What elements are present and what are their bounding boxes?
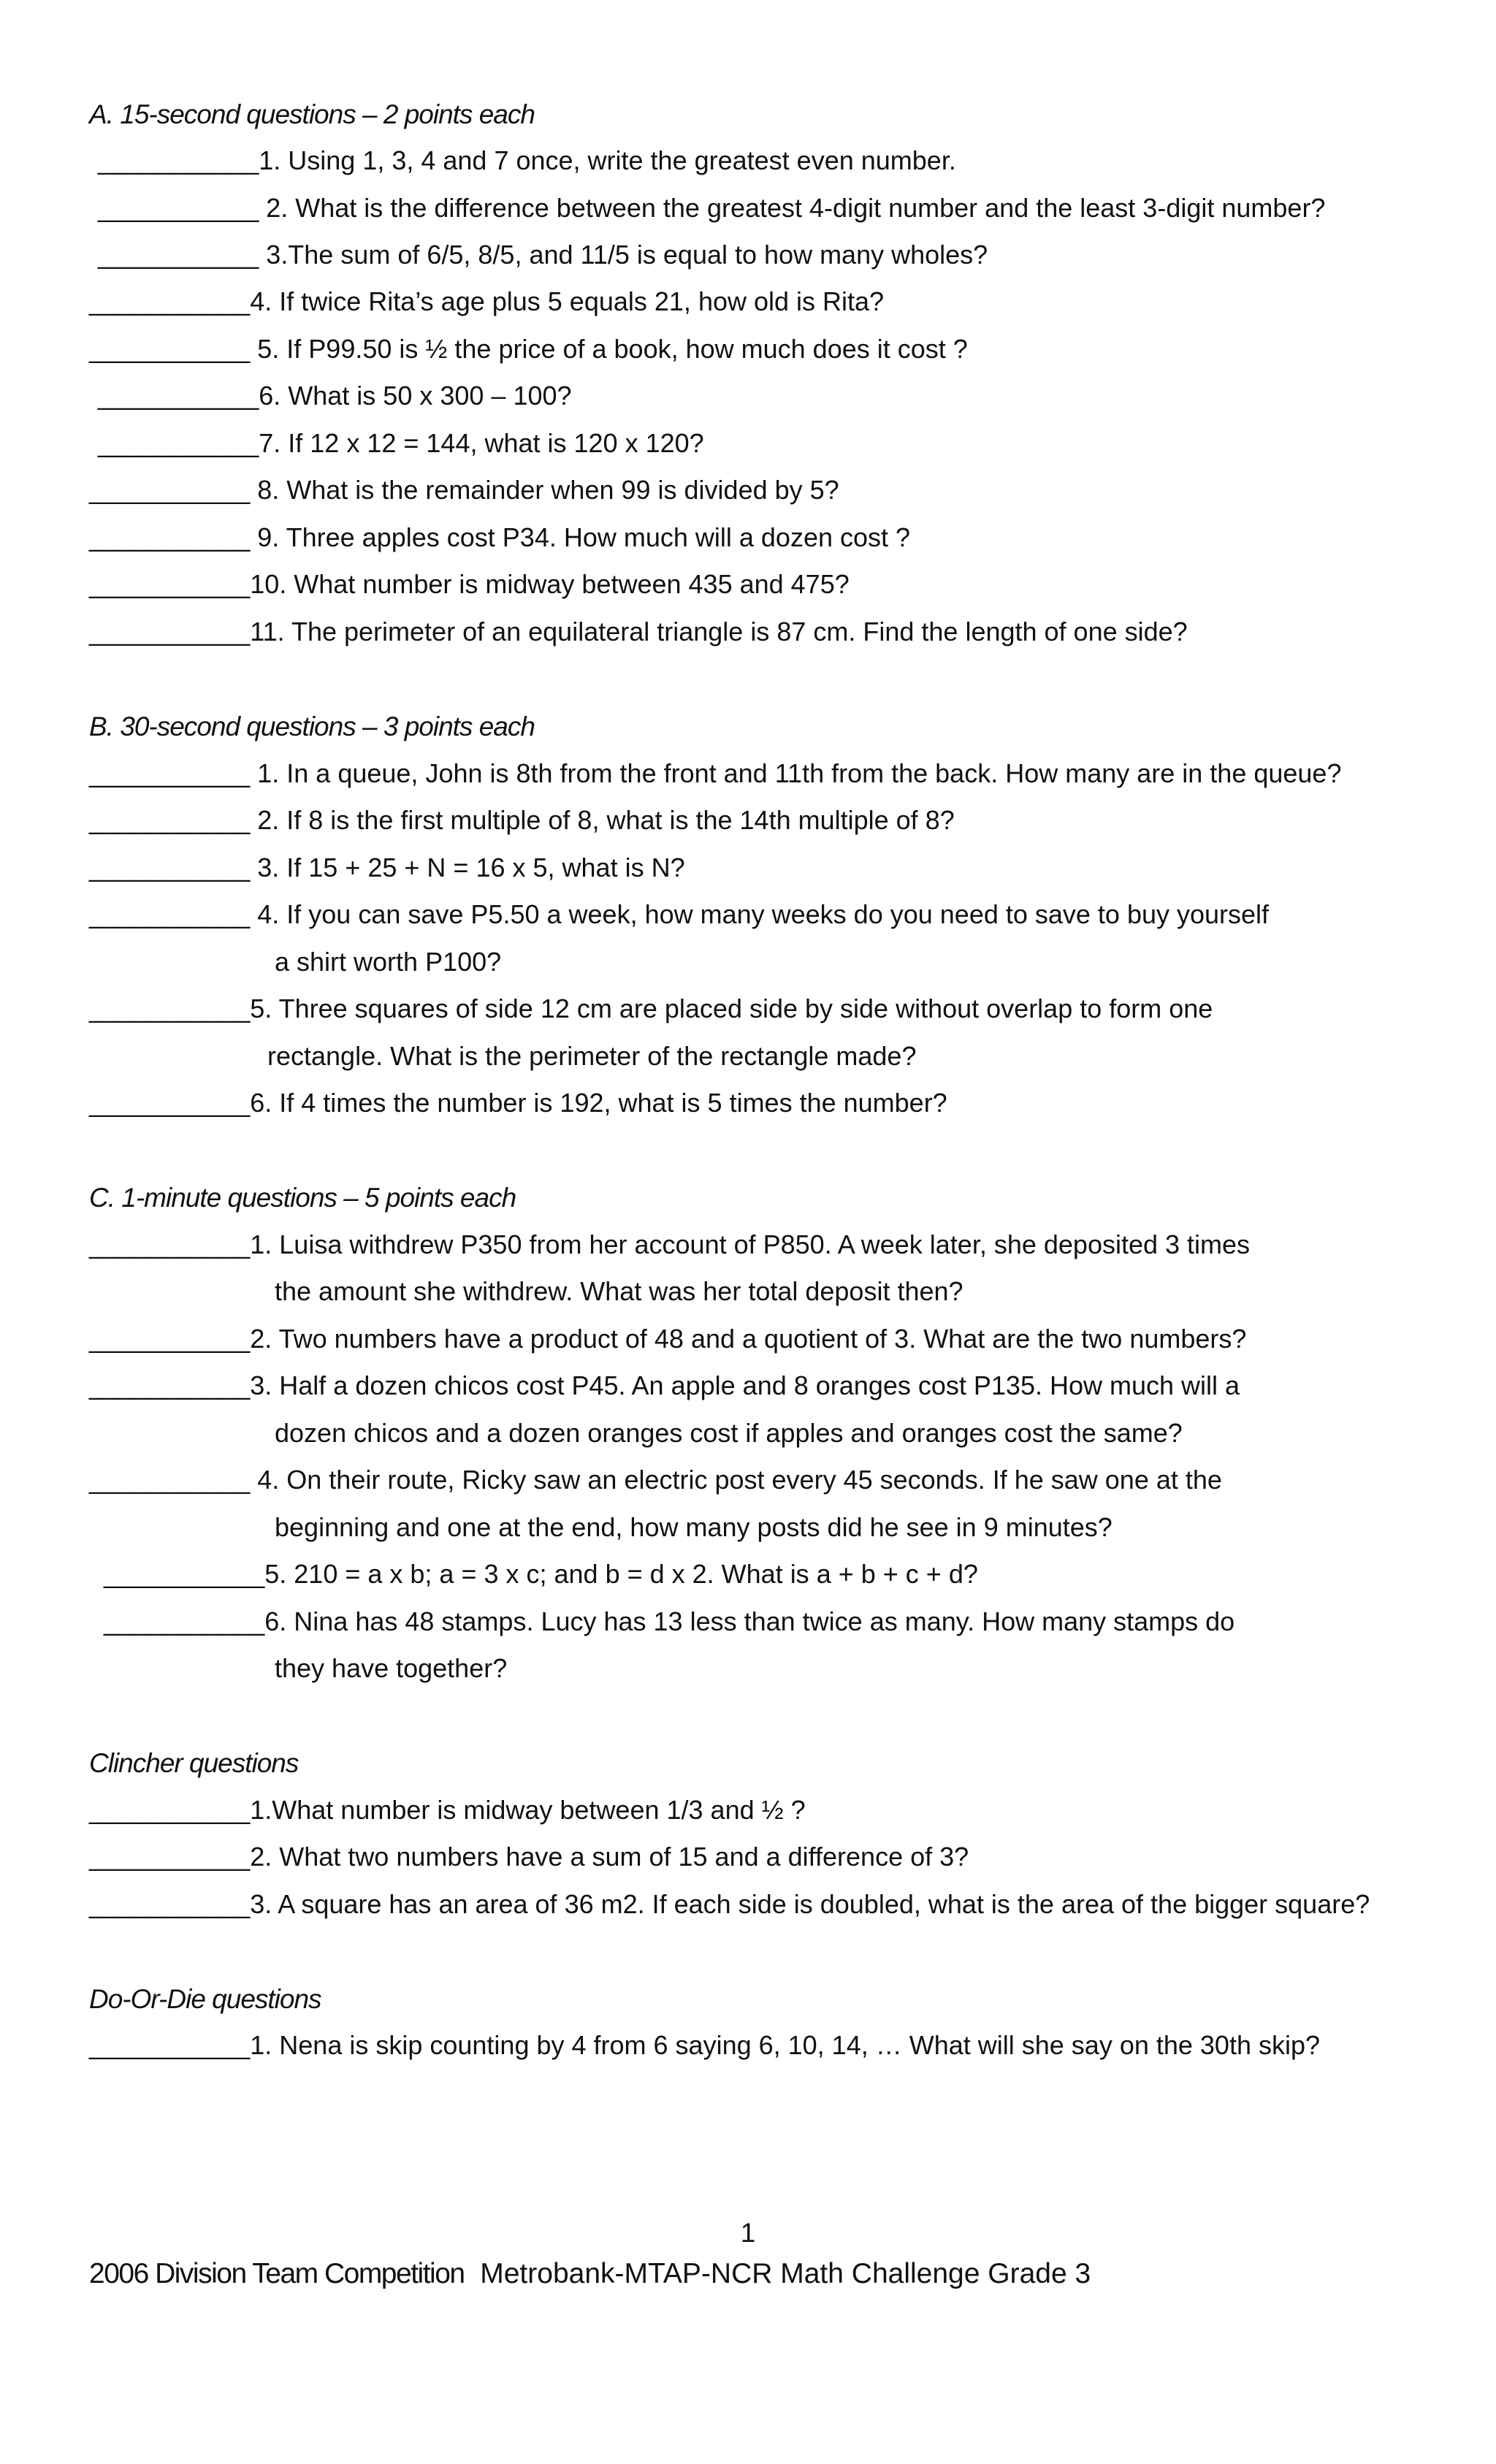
question-text: 2. What is the difference between the greatest 4-digit number and the least 3-digit number? bbox=[259, 193, 1326, 223]
question-a3 bbox=[98, 242, 988, 268]
question-text: 11. The perimeter of an equilateral triangle is 87 cm. Find the length of one side? bbox=[250, 617, 1188, 646]
question-text: 6. Nina has 48 stamps. Lucy has 13 less than twice as many. How many stamps do bbox=[264, 1606, 1235, 1636]
clincher-question-1 bbox=[89, 1797, 806, 1823]
question-a8 bbox=[89, 477, 839, 503]
answer-blank[interactable]: ___________ bbox=[89, 805, 251, 835]
question-text: 3.The sum of 6/5, 8/5, and 11/5 is equal to how many wholes? bbox=[259, 240, 988, 270]
answer-blank[interactable]: ___________ bbox=[89, 522, 251, 552]
answer-blank[interactable]: ___________ bbox=[89, 1842, 251, 1872]
question-c6-continuation: they have together? bbox=[275, 1653, 508, 1683]
section-a-heading: A. 15-second questions – 2 points each bbox=[89, 99, 535, 129]
question-c1-continuation: the amount she withdrew. What was her total deposit then? bbox=[275, 1276, 963, 1306]
question-c1 bbox=[89, 1229, 1251, 1259]
footer-title: Metrobank-MTAP-NCR Math Challenge Grade 3 bbox=[480, 2258, 1091, 2289]
answer-blank[interactable]: ___________ bbox=[104, 1606, 265, 1636]
answer-blank[interactable]: ___________ bbox=[89, 286, 251, 316]
answer-blank[interactable]: ___________ bbox=[104, 1559, 265, 1589]
question-b3 bbox=[89, 855, 685, 881]
question-text: 3. Half a dozen chicos cost P45. An apple and 8 oranges cost P135. How much will a bbox=[250, 1370, 1240, 1400]
answer-blank[interactable]: ___________ bbox=[89, 1795, 251, 1825]
question-a9 bbox=[89, 522, 911, 552]
answer-blank[interactable]: ___________ bbox=[98, 381, 259, 411]
answer-blank[interactable]: ___________ bbox=[89, 993, 251, 1023]
answer-blank[interactable]: ___________ bbox=[89, 1088, 251, 1118]
answer-blank[interactable]: ___________ bbox=[89, 334, 251, 364]
question-text: 3. If 15 + 25 + N = 16 x 5, what is N? bbox=[250, 853, 685, 882]
do-or-die-heading: Do-Or-Die questions bbox=[89, 1984, 321, 2014]
question-text: 8. What is the remainder when 99 is divided by 5? bbox=[250, 475, 839, 505]
answer-blank[interactable]: ___________ bbox=[89, 1465, 251, 1495]
question-b2 bbox=[89, 807, 955, 834]
footer-competition: 2006 Division Team Competition bbox=[89, 2258, 465, 2289]
question-b5 bbox=[89, 993, 1213, 1023]
question-text: 5. 210 = a x b; a = 3 x c; and b = d x 2. What is a + b + c + d? bbox=[264, 1559, 978, 1589]
question-a11 bbox=[89, 619, 1188, 645]
question-text: 7. If 12 x 12 = 144, what is 120 x 120? bbox=[259, 428, 704, 458]
answer-blank[interactable]: ___________ bbox=[89, 758, 251, 788]
answer-blank[interactable]: ___________ bbox=[98, 145, 259, 175]
question-a2 bbox=[98, 195, 1325, 221]
answer-blank[interactable]: ___________ bbox=[89, 1889, 251, 1919]
question-text: 3. A square has an area of 36 m2. If each side is doubled, what is the area of the bigger square? bbox=[250, 1889, 1370, 1919]
answer-blank[interactable]: ___________ bbox=[89, 1324, 251, 1354]
question-b4 bbox=[89, 901, 1269, 928]
answer-blank[interactable]: ___________ bbox=[89, 1229, 251, 1259]
question-b4-continuation: a shirt worth P100? bbox=[275, 947, 502, 977]
question-text: 5. Three squares of side 12 cm are placed side by side without overlap to form one bbox=[250, 993, 1213, 1023]
question-a10 bbox=[89, 571, 850, 598]
question-text: 2. Two numbers have a product of 48 and a quotient of 3. What are the two numbers? bbox=[250, 1324, 1247, 1354]
answer-blank[interactable]: ___________ bbox=[98, 193, 259, 223]
question-text: 1. In a queue, John is 8th from the front and 11th from the back. How many are in the queue? bbox=[250, 758, 1342, 788]
question-text: 1. Using 1, 3, 4 and 7 once, write the greatest even number. bbox=[259, 145, 956, 175]
question-b5-continuation: rectangle. What is the perimeter of the rectangle made? bbox=[267, 1041, 917, 1071]
question-text: 4. If twice Rita’s age plus 5 equals 21, how old is Rita? bbox=[250, 286, 885, 316]
answer-blank[interactable]: ___________ bbox=[89, 569, 251, 599]
clincher-question-2 bbox=[89, 1844, 969, 1870]
question-c2 bbox=[89, 1326, 1246, 1352]
question-c5 bbox=[104, 1561, 978, 1587]
page-number: 1 bbox=[740, 2218, 756, 2248]
question-b1 bbox=[89, 760, 1341, 787]
question-c4-continuation: beginning and one at the end, how many posts did he see in 9 minutes? bbox=[275, 1512, 1113, 1542]
clincher-question-3 bbox=[89, 1891, 1370, 1918]
question-a6 bbox=[98, 383, 572, 409]
question-c6 bbox=[104, 1606, 1235, 1636]
question-text: 1. Nena is skip counting by 4 from 6 saying 6, 10, 14, … What will she say on the 30th skip? bbox=[250, 2030, 1321, 2060]
clincher-heading: Clincher questions bbox=[89, 1748, 299, 1778]
question-text: 9. Three apples cost P34. How much will a dozen cost ? bbox=[250, 522, 911, 552]
question-c3 bbox=[89, 1370, 1240, 1400]
question-a7 bbox=[98, 430, 704, 457]
question-text: 6. If 4 times the number is 192, what is 5 times the number? bbox=[250, 1088, 947, 1118]
question-text: 10. What number is midway between 435 and 475? bbox=[250, 569, 850, 599]
question-text: 2. What two numbers have a sum of 15 and a difference of 3? bbox=[250, 1842, 969, 1872]
answer-blank[interactable]: ___________ bbox=[89, 899, 251, 929]
question-text: 1. Luisa withdrew P350 from her account of P850. A week later, she deposited 3 times bbox=[250, 1229, 1251, 1259]
question-a5 bbox=[89, 336, 968, 362]
answer-blank[interactable]: ___________ bbox=[89, 617, 251, 646]
question-c4 bbox=[89, 1467, 1222, 1493]
answer-blank[interactable]: ___________ bbox=[89, 2030, 251, 2060]
question-text: 2. If 8 is the first multiple of 8, what is the 14th multiple of 8? bbox=[250, 805, 955, 835]
footer bbox=[89, 2259, 1091, 2288]
do-or-die-question-1 bbox=[89, 2032, 1320, 2059]
question-c3-continuation: dozen chicos and a dozen oranges cost if apples and oranges cost the same? bbox=[275, 1418, 1183, 1448]
answer-blank[interactable]: ___________ bbox=[98, 240, 259, 270]
section-b-heading: B. 30-second questions – 3 points each bbox=[89, 712, 535, 741]
question-a4 bbox=[89, 286, 885, 316]
question-b6 bbox=[89, 1090, 947, 1116]
answer-blank[interactable]: ___________ bbox=[89, 475, 251, 505]
question-text: 4. If you can save P5.50 a week, how many weeks do you need to save to buy yourself bbox=[250, 899, 1270, 929]
answer-blank[interactable]: ___________ bbox=[98, 428, 259, 458]
question-text: 5. If P99.50 is ½ the price of a book, how much does it cost ? bbox=[250, 334, 968, 364]
question-a1 bbox=[98, 145, 956, 175]
question-text: 4. On their route, Ricky saw an electric post every 45 seconds. If he saw one at the bbox=[250, 1465, 1222, 1495]
question-text: 1.What number is midway between 1/3 and ½ ? bbox=[250, 1795, 806, 1825]
question-text: 6. What is 50 x 300 – 100? bbox=[259, 381, 572, 411]
answer-blank[interactable]: ___________ bbox=[89, 853, 251, 882]
section-c-heading: C. 1-minute questions – 5 points each bbox=[89, 1183, 516, 1213]
answer-blank[interactable]: ___________ bbox=[89, 1370, 251, 1400]
